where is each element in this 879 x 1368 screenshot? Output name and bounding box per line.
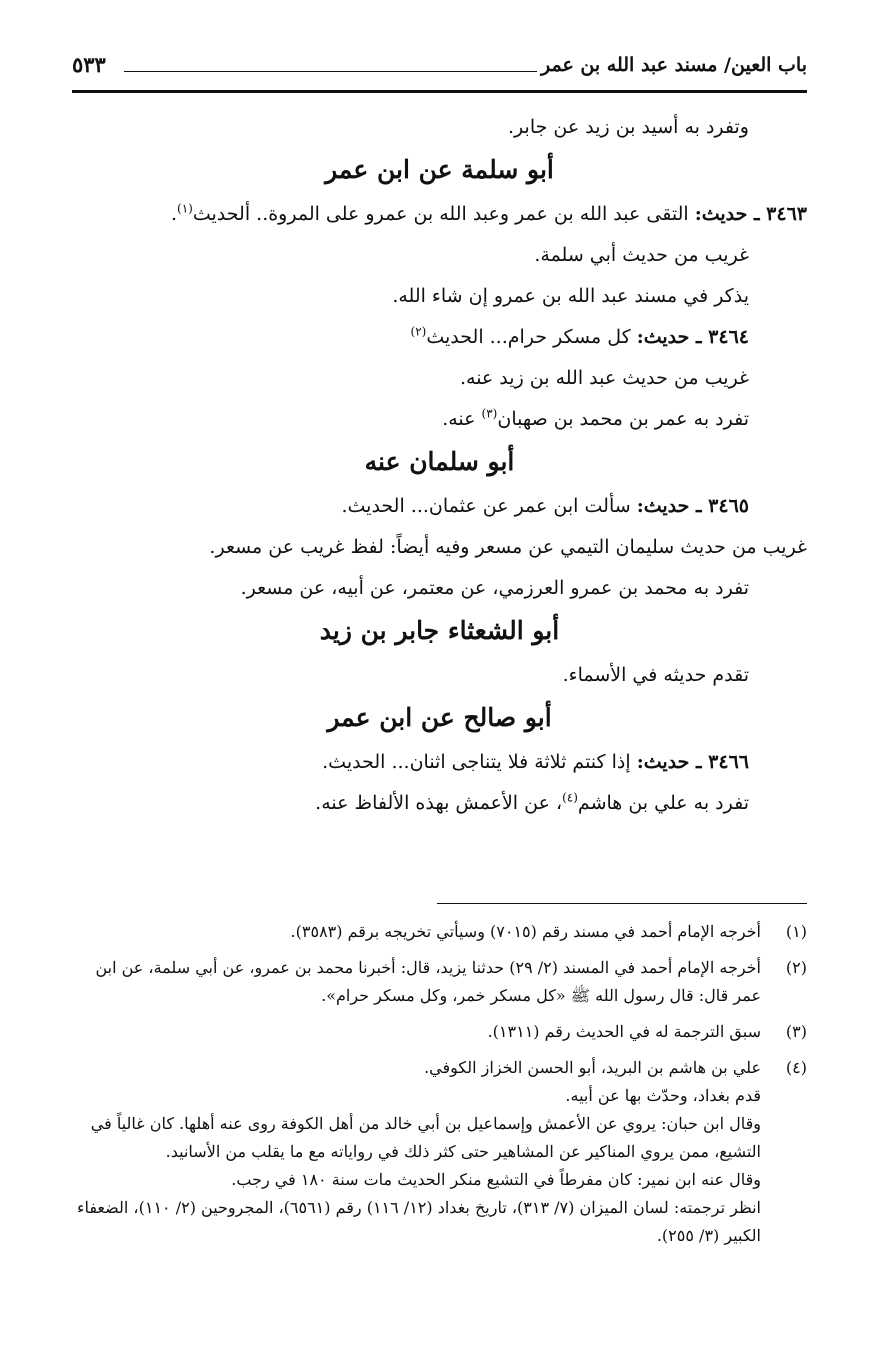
hadith-text: التقى عبد الله بن عمر وعبد الله بن عمرو على المروة.. ألحديث [192,203,695,225]
footnote-text: أخرجه الإمام أحمد في المسند (٢/ ٢٩) حدثنا يزيد، قال: أخبرنا محمد بن عمرو، عن أبي سلمة، عن ابن عمر قال: قال رسول الله ﷺ «كل مسكر خمر، وكل مسكر حرام». [95,958,761,1005]
footnote-ref[interactable]: (١) [177,201,193,216]
section-heading: أبو الشعثاء جابر بن زيد [319,616,560,645]
footnote-number: (٢) [785,958,807,977]
hadith-text: إذا كنتم ثلاثة فلا يتناجى اثنان... الحديث. [322,751,637,773]
footnote-ref[interactable]: (٢) [410,324,427,339]
footnote-text: علي بن هاشم بن البريد، أبو الحسن الخزاز الكوفي. [424,1058,761,1077]
paragraph-text: تفرد به عمر بن محمد بن صهبان [497,408,749,430]
hadith-end: . [170,203,178,225]
footnote-text: وقال عنه ابن نمير: كان مفرطاً في التشيع منكر الحديث مات سنة ١٨٠ في رجب. [231,1170,761,1189]
paragraph: وتفرد به أسيد بن زيد عن جابر. [508,116,749,138]
paragraph-text: تفرد به علي بن هاشم [577,792,749,814]
header-rule [124,71,537,72]
hadith-entry-3463 [72,199,807,229]
running-header [72,46,807,93]
hadith-number: ٣٤٦٦ ـ حديث: [636,751,749,773]
footnote-text: انظر ترجمته: لسان الميزان (٧/ ٣١٣)، تاريخ بغداد (١٢/ ١١٦) رقم (٦٥٦١)، المجروحين (٢/ ١١٠)، الضعفاء الكبير (٣/ ٢٥٥). [76,1198,761,1245]
paragraph [72,788,807,818]
hadith-text: سألت ابن عمر عن عثمان... الحديث. [341,495,637,517]
paragraph: غريب من حديث أبي سلمة. [534,244,749,266]
footnotes [72,918,807,1258]
footnote-3 [72,1018,807,1046]
paragraph-text: عنه. [442,408,482,430]
paragraph: تفرد به محمد بن عمرو العرزمي، عن معتمر، عن أبيه، عن مسعر. [240,577,749,599]
hadith-text: كل مسكر حرام... الحديث [426,326,637,348]
paragraph [72,404,807,434]
page-number: ٥٣٣ [72,52,106,77]
footnote-2 [72,954,807,1010]
footnote-text: قدم بغداد، وحدّث بها عن أبيه. [565,1086,761,1105]
paragraph: تقدم حديثه في الأسماء. [562,664,749,686]
hadith-entry-3466 [72,747,807,777]
footnote-separator [437,903,807,904]
footnote-text: وقال ابن حبان: يروي عن الأعمش وإسماعيل بن أبي خالد من أهل الكوفة روى عنه أهلها. كان غالياً في التشيع، ممن يروي المناكير عن المشاهير حتى كثر ذلك في رواياته مع ما يقلب من الأسانيد. [90,1114,761,1161]
footnote-4 [72,1054,807,1250]
footnote-ref[interactable]: (٣) [481,406,498,421]
footnote-number: (١) [785,922,807,941]
footnote-text: أخرجه الإمام أحمد في مسند رقم (٧٠١٥) وسيأتي تخريجه برقم (٣٥٨٣). [290,922,761,941]
section-heading: أبو سلمة عن ابن عمر [325,155,554,184]
hadith-number: ٣٤٦٣ ـ حديث: [694,203,807,225]
section-heading: أبو سلمان عنه [364,447,515,476]
paragraph: يذكر في مسند عبد الله بن عمرو إن شاء الله. [392,285,749,307]
footnote-number: (٣) [785,1022,807,1041]
footnote-1 [72,918,807,946]
hadith-number: ٣٤٦٥ ـ حديث: [636,495,749,517]
footnote-ref[interactable]: (٤) [562,790,578,805]
hadith-entry-3465 [72,491,807,521]
chapter-title: باب العين/ مسند عبد الله بن عمر [541,54,807,76]
paragraph: غريب من حديث عبد الله بن زيد عنه. [459,367,749,389]
paragraph-text: ، عن الأعمش بهذه الألفاظ عنه. [315,792,563,814]
hadith-entry-3464 [72,322,807,352]
hadith-number: ٣٤٦٤ ـ حديث: [636,326,749,348]
section-heading: أبو صالح عن ابن عمر [327,703,552,732]
paragraph: غريب من حديث سليمان التيمي عن مسعر وفيه أيضاً: لفظ غريب عن مسعر. [209,536,807,558]
main-text [72,112,807,829]
footnote-number: (٤) [785,1058,807,1077]
footnote-text: سبق الترجمة له في الحديث رقم (١٣١١). [487,1022,761,1041]
